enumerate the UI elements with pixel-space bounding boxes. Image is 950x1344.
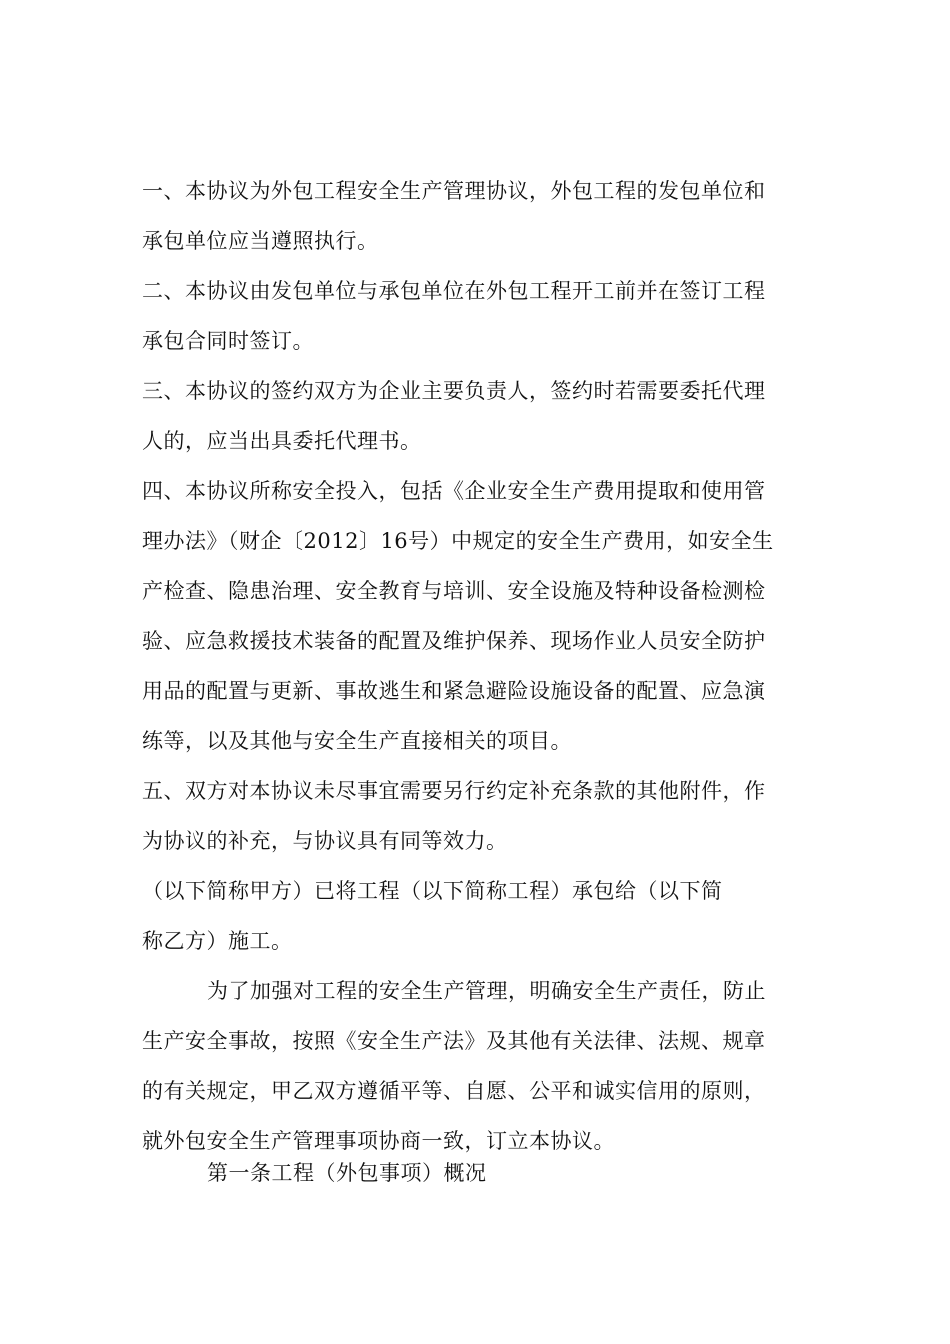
- clause-4-line-6: 练等，以及其他与安全生产直接相关的项目。: [142, 729, 572, 753]
- clause-2-line-2: 承包合同时签订。: [142, 329, 314, 353]
- clause-5-line-2: 为协议的补充，与协议具有同等效力。: [142, 829, 508, 853]
- preamble-line-2: 生产安全事故，按照《安全生产法》及其他有关法律、法规、规章: [142, 1029, 766, 1053]
- clause-4-line-1: 四、本协议所称安全投入，包括《企业安全生产费用提取和使用管: [142, 479, 766, 503]
- clause-3-line-2: 人的，应当出具委托代理书。: [142, 429, 422, 453]
- clause-4-line-2: 理办法》（财企〔2012〕16号）中规定的安全生产费用，如安全生: [142, 529, 774, 553]
- preamble-line-1: 为了加强对工程的安全生产管理，明确安全生产责任，防止: [207, 979, 766, 1003]
- clause-4-line-3: 产检查、隐患治理、安全教育与培训、安全设施及特种设备检测检: [142, 579, 766, 603]
- clause-5-line-1: 五、双方对本协议未尽事宜需要另行约定补充条款的其他附件，作: [142, 779, 766, 803]
- preamble-line-4: 就外包安全生产管理事项协商一致，订立本协议。: [142, 1129, 615, 1153]
- clause-1-line-1: 一、本协议为外包工程安全生产管理协议，外包工程的发包单位和: [142, 179, 766, 203]
- parties-line-1: （以下简称甲方）已将工程（以下简称工程）承包给（以下简: [142, 879, 723, 903]
- clause-3-line-1: 三、本协议的签约双方为企业主要负责人，签约时若需要委托代理: [142, 379, 766, 403]
- clause-4-line-4: 验、应急救援技术装备的配置及维护保养、现场作业人员安全防护: [142, 629, 766, 653]
- clause-4-line-5: 用品的配置与更新、事故逃生和紧急避险设施设备的配置、应急演: [142, 679, 766, 703]
- clause-1-line-2: 承包单位应当遵照执行。: [142, 229, 379, 253]
- clause-2-line-1: 二、本协议由发包单位与承包单位在外包工程开工前并在签订工程: [142, 279, 766, 303]
- preamble-line-3: 的有关规定，甲乙双方遵循平等、自愿、公平和诚实信用的原则，: [142, 1079, 766, 1103]
- article-1-heading: 第一条工程（外包事项）概况: [207, 1161, 487, 1185]
- parties-line-2: 称乙方）施工。: [142, 929, 293, 953]
